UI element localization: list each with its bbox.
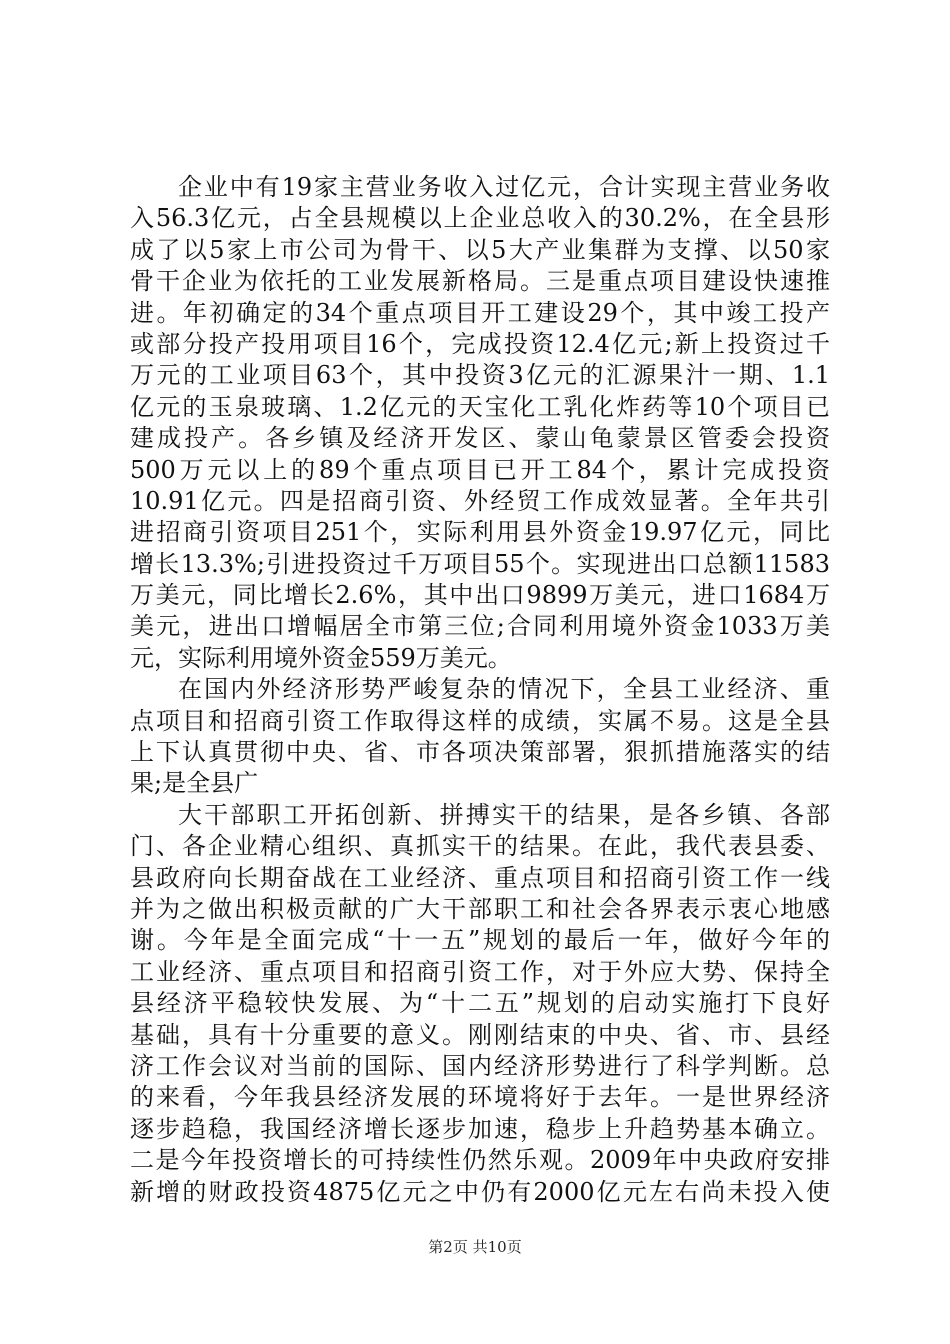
text-line: 并为之做出积极贡献的广大干部职工和社会各界表示衷心地感 (130, 894, 830, 923)
text-line: 成了以5家上市公司为骨干、以5大产业集群为支撑、以50家 (130, 235, 830, 264)
text-line: 逐步趋稳，我国经济增长逐步加速，稳步上升趋势基本确立。 (130, 1114, 830, 1143)
text-line: 万元的工业项目63个，其中投资3亿元的汇源果汁一期、1.1 (130, 361, 830, 390)
text-line: 500万元以上的89个重点项目已开工84个，累计完成投资 (130, 455, 830, 484)
text-line: 门、各企业精心组织、真抓实干的结果。在此，我代表县委、 (130, 832, 830, 861)
text-line: 万美元，同比增长2.6%，其中出口9899万美元，进口1684万 (130, 581, 830, 610)
text-line: 工业经济、重点项目和招商引资工作，对于外应大势、保持全 (130, 957, 830, 986)
text-line: 的来看，今年我县经济发展的环境将好于去年。一是世界经济 (130, 1083, 830, 1112)
text-line: 大干部职工开拓创新、拼搏实干的结果，是各乡镇、各部 (178, 800, 830, 829)
page-number-footer: 第2页 共10页 (428, 1238, 522, 1256)
text-line: 新增的财政投资4875亿元之中仍有2000亿元左右尚未投入使 (130, 1177, 830, 1206)
text-line: 县政府向长期奋战在工业经济、重点项目和招商引资工作一线 (130, 863, 830, 892)
text-line: 在国内外经济形势严峻复杂的情况下，全县工业经济、重 (178, 675, 830, 704)
text-line: 谢。今年是全面完成“十一五”规划的最后一年，做好今年的 (130, 926, 830, 955)
text-line: 基础，具有十分重要的意义。刚刚结束的中央、省、市、县经 (130, 1020, 830, 1049)
text-line: 入56.3亿元，占全县规模以上企业总收入的30.2%，在全县形 (130, 204, 830, 233)
text-line: 进。年初确定的34个重点项目开工建设29个，其中竣工投产 (130, 298, 830, 327)
body-text (130, 172, 830, 1208)
text-line: 上下认真贯彻中央、省、市各项决策部署，狠抓措施落实的结 (130, 738, 830, 767)
text-line: 建成投产。各乡镇及经济开发区、蒙山龟蒙景区管委会投资 (130, 424, 830, 453)
text-line: 济工作会议对当前的国际、国内经济形势进行了科学判断。总 (130, 1051, 830, 1080)
text-line: 进招商引资项目251个，实际利用县外资金19.97亿元，同比 (130, 518, 830, 547)
text-line: 点项目和招商引资工作取得这样的成绩，实属不易。这是全县 (130, 706, 830, 735)
text-line: 企业中有19家主营业务收入过亿元，合计实现主营业务收 (178, 173, 830, 201)
text-line: 二是今年投资增长的可持续性仍然乐观。2009年中央政府安排 (130, 1146, 830, 1175)
text-line: 美元，进出口增幅居全市第三位;合同利用境外资金1033万美 (130, 612, 830, 641)
text-line: 10.91亿元。四是招商引资、外经贸工作成效显著。全年共引 (130, 486, 830, 515)
text-line: 亿元的玉泉玻璃、1.2亿元的天宝化工乳化炸药等10个项目已 (130, 392, 830, 421)
text-line: 或部分投产投用项目16个，完成投资12.4亿元;新上投资过千 (130, 329, 830, 358)
text-line: 县经济平稳较快发展、为“十二五”规划的启动实施打下良好 (130, 989, 830, 1018)
text-line: 增长13.3%;引进投资过千万项目55个。实现进出口总额11583 (130, 549, 830, 578)
text-line: 骨干企业为依托的工业发展新格局。三是重点项目建设快速推 (130, 267, 830, 296)
text-line: 果;是全县广 (130, 769, 259, 798)
text-line: 元，实际利用境外资金559万美元。 (130, 643, 512, 672)
